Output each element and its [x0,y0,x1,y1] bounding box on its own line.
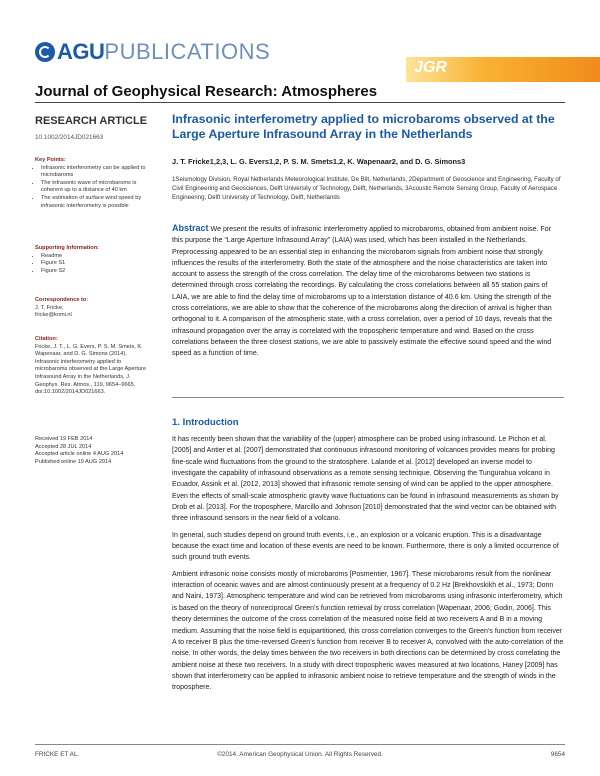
abstract-divider [172,397,564,398]
agu-globe-icon [35,42,55,62]
correspondence-name: J. T. Fricke, [35,304,64,311]
correspondence-title: Correspondence to: [35,297,89,303]
supporting-figure-s1-link[interactable]: • Figure S1 [41,260,147,268]
article-type: RESEARCH ARTICLE [35,115,148,127]
page-number: 9654 [550,751,565,758]
published-date: Published online 19 AUG 2014 [35,458,112,465]
footer-divider [35,744,565,745]
header-divider [35,102,565,103]
introduction-body [172,434,564,699]
citation-title: Citation: [35,336,58,342]
citation [35,336,147,397]
jgr-label: JGR [414,59,447,76]
paragraph: Ambient infrasonic noise consists mostly of microbaroms [Posmentier, 1967]. These microbaroms result from the nonlinear interaction of oceanic waves and are almost continuously present at a frequency of 0.2 Hz [Brekhovskikh et al., 1973; Donn and Naini, 1973]. Atmospheric temperature and wind can be retrieved from microbaroms using infrasonic interferometry, which is based on the theory of nonreciprocal Green’s function retrieval by cross correlation [Wapenaar, 2006; Godin, 2006]. This theory determines the outcome of the cross correlation of the measured noise field at two receivers A and B in a moving medium. Assuming that the noise field is equipartitioned, this cross correlation converges to the Green’s function from receiver A to receiver B plus the time-reversed Green’s function from receiver B to receiver A, convolved with the auto-correlation of the noise. In other words, the delay times between the two receivers in both directions can be determined by cross correlating the ambient noise at these two receivers. In a study with direct tropospheric waves measured at two locations, Haney [2009] has shown that interferometry can be applied to infrasonic ambient noise to retrieve temperature and the strength of winds in the troposphere. [172,570,564,692]
agu-publications-logo[interactable] [35,39,270,65]
footer-copyright: ©2014. American Geophysical Union. All Rights Reserved. [217,751,383,758]
supporting-information [35,245,147,275]
introduction-heading: 1. Introduction [172,417,239,428]
received-date: Received 19 FEB 2014 [35,436,93,442]
journal-title: Journal of Geophysical Research: Atmospheres [35,83,378,100]
key-points-title: Key Points: [35,157,66,163]
correspondence [35,297,147,320]
supporting-title: Supporting Information: [35,245,100,251]
correspondence-email[interactable]: fricke@knmi.nl [35,312,72,319]
key-point: • The estimation of surface wind speed by infrasonic interferometry is possible [41,195,147,210]
accepted-date: Accepted 28 JUL 2014 [35,443,92,450]
supporting-figure-s2-link[interactable]: • Figure S2 [41,268,147,276]
author-list: J. T. Fricke1,2,3, L. G. Evers1,2, P. S. M. Smets1,2, K. Wapenaar2, and D. G. Simons3 [172,157,466,166]
supporting-readme-link[interactable]: • Readme [41,253,147,261]
logo-agu-text: AGU [57,39,105,64]
paragraph: It has recently been shown that the variability of the (upper) atmosphere can be probed using infrasound. Le Pichon et al. [2005] and Antier et al. [2007] demonstrated that continuous infrasound monitoring of volcanoes provides means for probing fine-scale wind fluctuations from the ground to the stratosphere. Lalande et al. [2012] developed an inverse model to investigate the capability of infrasound observations as a remote sensing technique. Observing the Tungurahua volcano in Ecuador, Assink et al. [2012, 2013] showed that infrasonic remote sensing of wind can be applied to the upper atmosphere. Even the effects of small-scale atmospheric gravity wave fluctuations can be found in infrasound measurements as shown by Drob et al. [2013]. For the troposphere, Marcillo and Johnson [2010] demonstrated that the wind vector can be obtained with three infrasound sensors in the near field of a volcano. [172,436,559,523]
affiliations: 1Seismology Division, Royal Netherlands Meteorological Institute, De Bilt, Netherlands, 2Department of Geoscience and Engineering, Faculty of Civil Engineering and Geosciences, Delft University of Technology, Delft, Netherlands, 3Acoustic Remote Sensing Group, Faculty of Aerospace Engineering, Delft University of Technology, Delft, Netherlands [172,176,561,201]
doi[interactable]: 10.1002/2014JD021663 [35,134,104,141]
key-point: • Infrasonic interferometry can be applied to microbaroms [41,165,147,180]
paragraph: In general, such studies depend on ground truth events, i.e., an explosion or a volcanic eruption. This is a disadvantage because the exact time and location of these events are need to be known. Furthermore, there is only a limited occurrence of such ground truth events. [172,531,559,562]
jgr-banner [406,57,600,82]
logo-publications-text: PUBLICATIONS [104,39,271,64]
key-point: • The infrasonic wave of microbaroms is coherent up to a distance of 40 km [41,180,147,195]
abstract-text: We present the results of infrasonic interferometry applied to microbaroms, obtained from ambient noise. For this purpose the “Large Aperture Infrasound Array” (LAIA) was used, which has been installed in the Netherlands. Preprocessing appeared to be an essential step in enhancing the microbarom signals from ambient noise that strongly influences the results of the interferometry. Both the state of the atmosphere and the noise characteristics are taken into account to assess the strength of the cross correlation. The delay time of the microbaroms between two stations is determined through cross correlating the recordings. By calculating the cross correlations between all 55 station pairs of LAIA, we are able to find the delay time of microbaroms up to a interstation distance of 40.6 km. Using the strength of the cross correlations, we are able to show that the coherence of the microbaroms along the direction of arrival is higher than orthogonal to it. A comparison of the atmospheric state, with a cross correlation, over a period of 10 days, reveals that the infrasound propagation over the array is correlated with the tropospheric temperature and wind. Based on the cross correlations between the three closest stations, we are able to passively estimate the effective sound speed and the wind speed as a function of time. [172,225,553,358]
accepted-online-date: Accepted article online 4 AUG 2014 [35,451,124,458]
citation-text: Fricke, J. T., L. G. Evers, P. S. M. Smets, K. Wapenaar, and D. G. Simons (2014), Infrasonic interferometry applied to microbaroms observed at the Large Aperture Infrasound Array in the Netherlands, J. Geophys. Res. Atmos., 119, 9654–9665, doi:10.1002/2014JD021663. [35,343,147,396]
article-title: Infrasonic interferometry applied to microbaroms observed at the Large Aperture Infrasound Array in the Netherlands [172,112,555,141]
abstract [172,223,564,360]
history-dates [35,436,147,466]
footer-authors: FRICKE ET AL. [35,751,80,758]
key-points [35,157,147,210]
abstract-heading: Abstract [172,223,209,233]
